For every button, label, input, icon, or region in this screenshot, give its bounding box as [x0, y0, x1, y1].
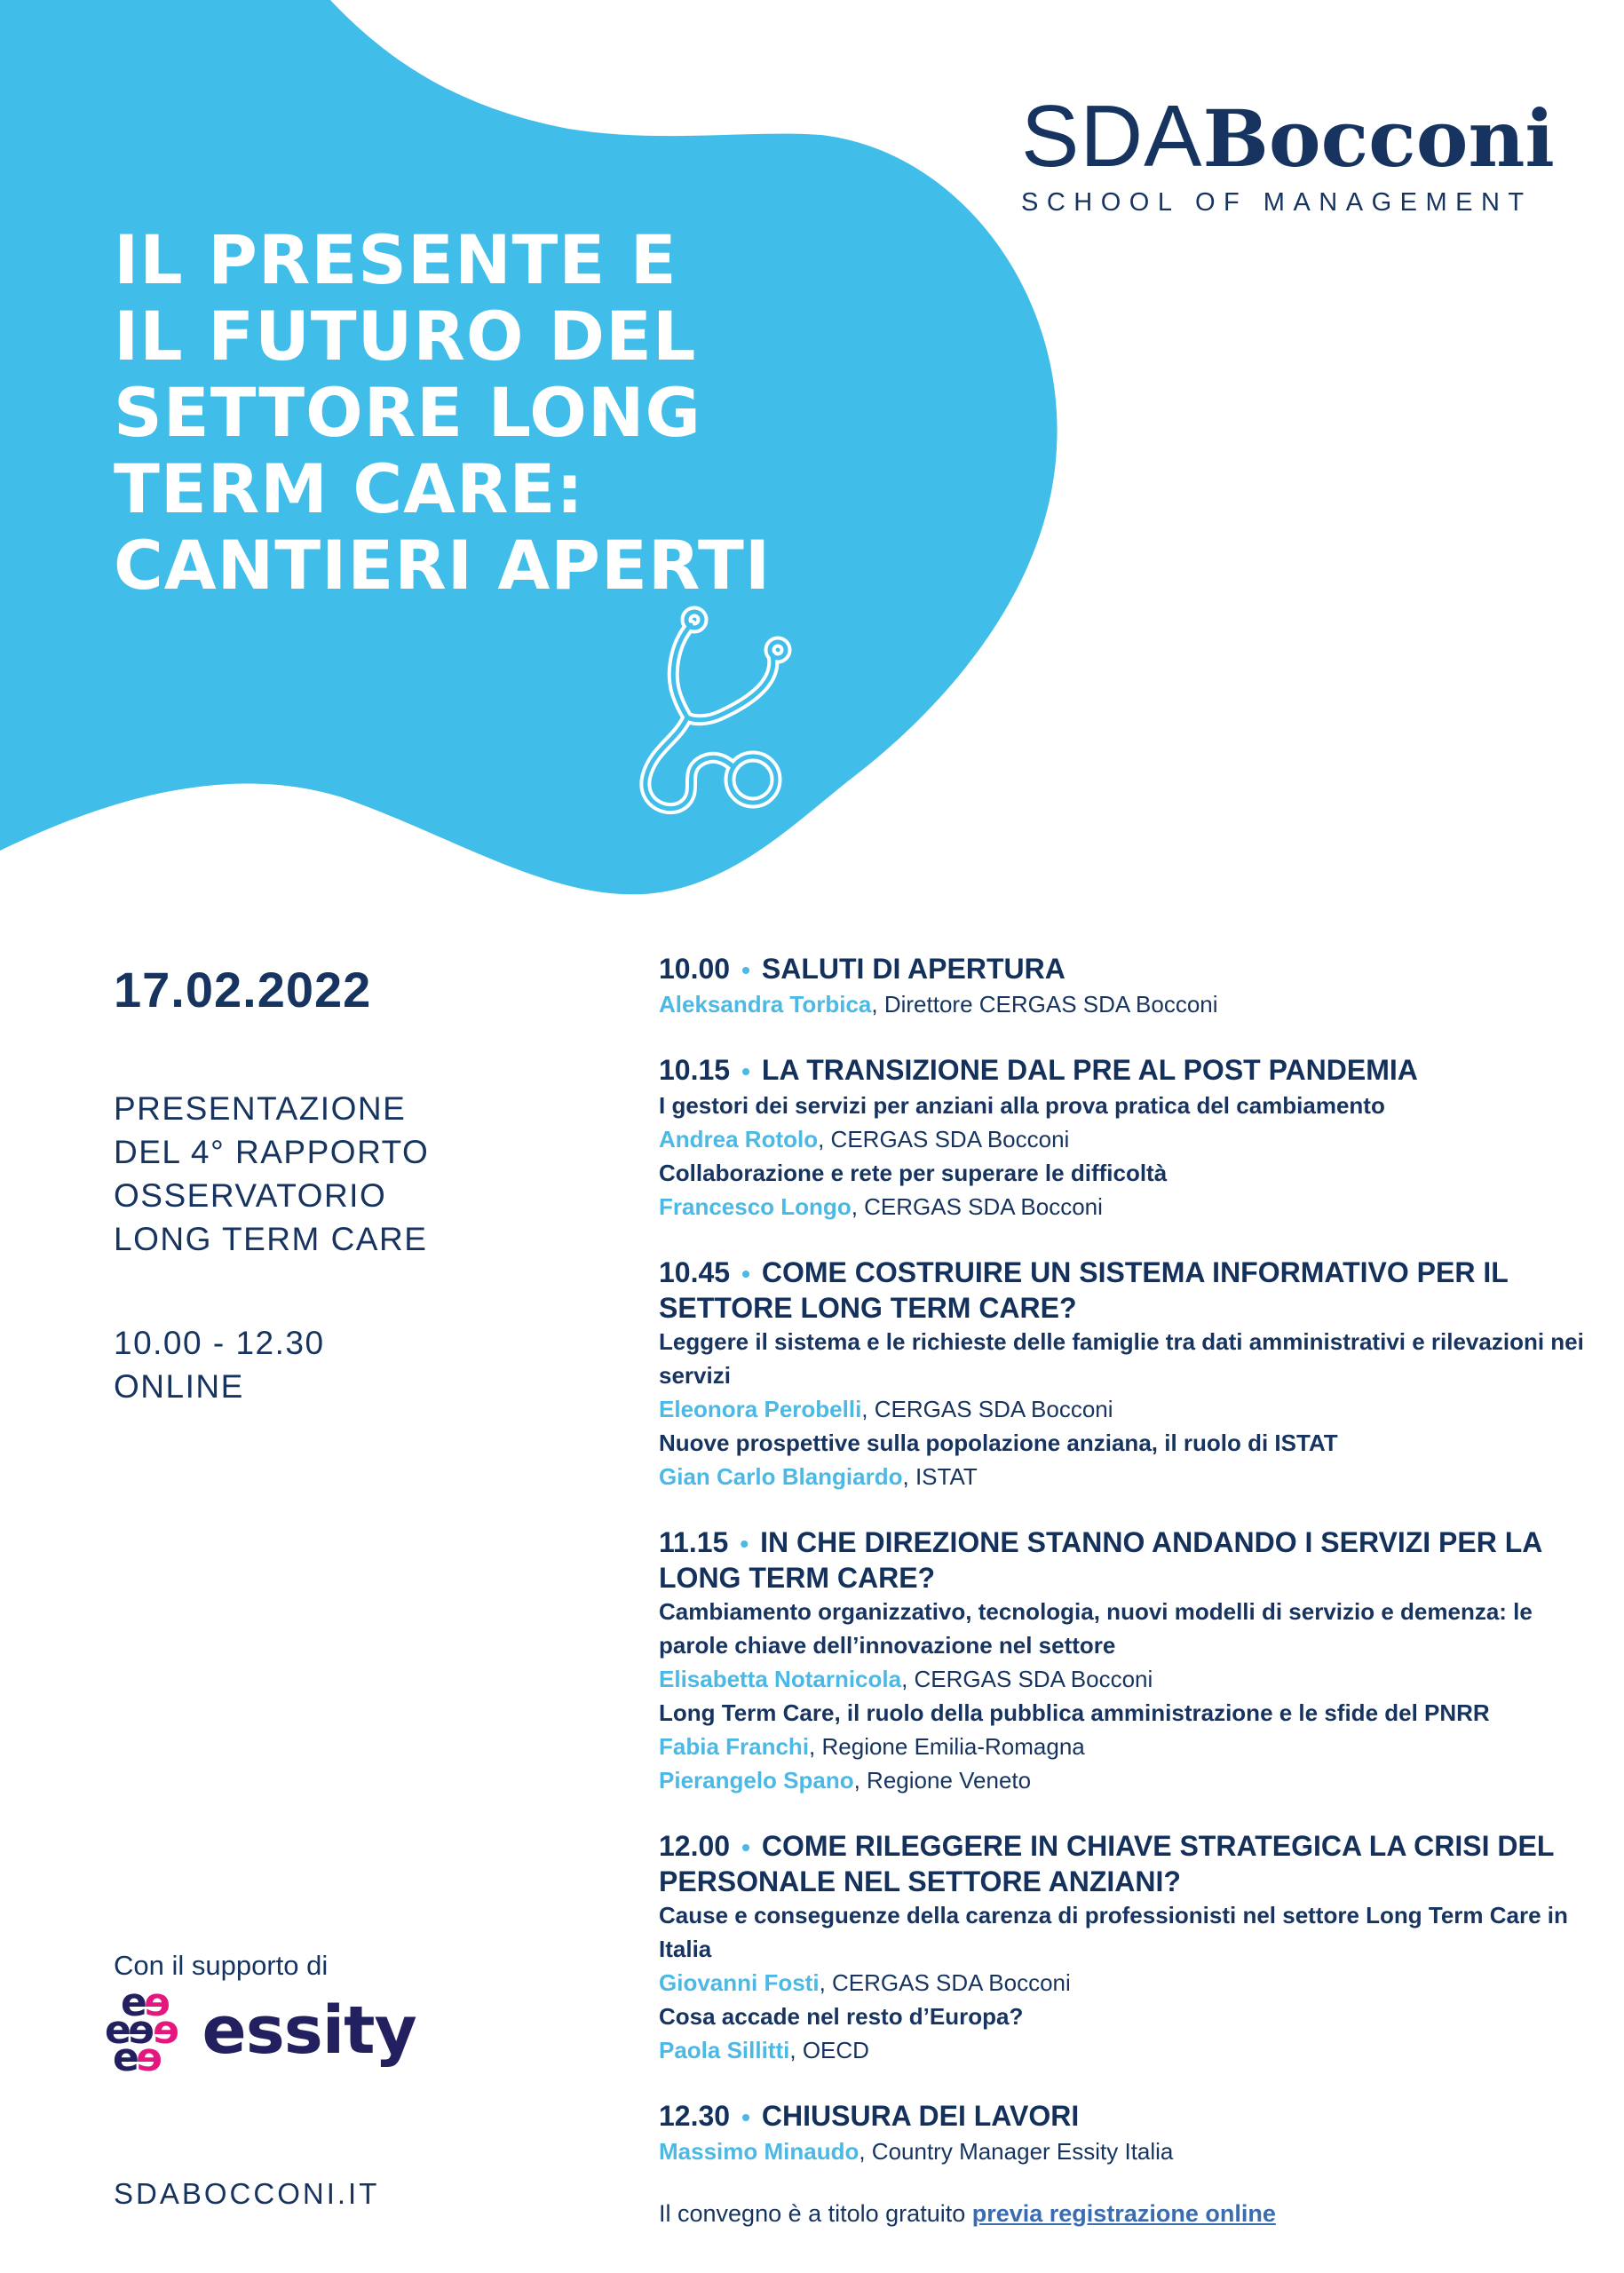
essity-leaf-navy-icon: e [121, 1980, 146, 2025]
speaker-name: Aleksandra Torbica [659, 991, 872, 1018]
agenda-title: CHIUSURA DEI LAVORI [761, 2100, 1080, 2132]
hero-title-line: TERM CARE: [114, 449, 584, 528]
logo-bocconi-text: Bocconi [1202, 92, 1555, 185]
speaker-role: , OECD [789, 2037, 869, 2063]
agenda-item [659, 1829, 1587, 2067]
speaker-role: , Regione Emilia-Romagna [809, 1733, 1085, 1760]
bullet-dot-icon: • [741, 956, 750, 984]
essity-leaf-pink-icon: e [145, 1980, 170, 2025]
agenda-title: IN CHE DIREZIONE STANNO ANDANDO I SERVIZI PER LA LONG TERM CARE? [659, 1526, 1542, 1594]
event-time-range: 10.00 - 12.30 [114, 1325, 325, 1361]
presentation-line: PRESENTAZIONE [114, 1090, 407, 1127]
presentation-line: LONG TERM CARE [114, 1221, 428, 1257]
registration-note-text: Il convegno è a titolo gratuito [659, 2200, 972, 2227]
agenda-time: 10.15 [659, 1054, 731, 1086]
agenda-topic: I gestori dei servizi per anziani alla prova pratica del cambiamento [659, 1092, 1385, 1119]
agenda-speaker [659, 1763, 1587, 1797]
essity-leaf-navy-icon: e [105, 2008, 130, 2053]
speaker-role: , CERGAS SDA Bocconi [861, 1396, 1113, 1422]
speaker-role: , CERGAS SDA Bocconi [818, 1126, 1070, 1152]
logo-sda-text: SDA [1021, 87, 1203, 185]
agenda-title: COME COSTRUIRE UN SISTEMA INFORMATIVO PER IL SETTORE LONG TERM CARE? [659, 1256, 1509, 1324]
essity-leaf-navy-icon: e [113, 2035, 138, 2080]
speaker-role: , CERGAS SDA Bocconi [819, 1969, 1071, 1996]
speaker-name: Massimo Minaudo [659, 2138, 860, 2165]
agenda-topic: Cause e conseguenze della carenza di professionisti nel settore Long Term Care in Italia [659, 1902, 1568, 1962]
agenda-time: 12.00 [659, 1830, 731, 1862]
agenda-time: 10.45 [659, 1256, 731, 1288]
agenda-item [659, 1525, 1587, 1797]
hero-title [114, 222, 771, 604]
agenda-speaker [659, 2033, 1587, 2067]
speaker-name: Gian Carlo Blangiardo [659, 1463, 903, 1490]
speaker-role: , Direttore CERGAS SDA Bocconi [871, 991, 1218, 1018]
agenda-topic: Cambiamento organizzativo, tecnologia, nuovi modelli di servizio e demenza: le parole chiave dell’innovazione nel settore [659, 1598, 1533, 1659]
essity-leaf-pink-icon: e [137, 2035, 162, 2080]
bullet-dot-icon: • [740, 1530, 749, 1557]
speaker-name: Giovanni Fosti [659, 1969, 820, 1996]
agenda-topic: Cosa accade nel resto d’Europa? [659, 2003, 1024, 2030]
agenda-topic: Long Term Care, il ruolo della pubblica amministrazione e le sfide del PNRR [659, 1699, 1490, 1726]
agenda-topic: Collaborazione e rete per superare le difficoltà [659, 1160, 1168, 1186]
logo-school-of-management: SCHOOL OF MANAGEMENT [1021, 188, 1533, 217]
speaker-name: Fabia Franchi [659, 1733, 810, 1760]
essity-wordmark: essity [202, 1992, 416, 2069]
agenda-speaker [659, 2134, 1587, 2168]
hero-title-line: SETTORE LONG [114, 373, 701, 452]
event-time-block [114, 1321, 325, 1408]
speaker-name: Elisabetta Notarnicola [659, 1666, 902, 1692]
agenda-speaker [659, 1122, 1587, 1156]
agenda-topic: Leggere il sistema e le richieste delle famiglie tra dati amministrativi e rilevazioni nei servizi [659, 1328, 1584, 1389]
essity-leaf-pink-icon: e [154, 2008, 179, 2053]
agenda-item-heading [659, 1255, 1587, 1325]
agenda-item [659, 1053, 1587, 1224]
agenda-speaker [659, 1662, 1587, 1696]
support-label: Con il supporto di [114, 1950, 329, 1981]
agenda-speaker [659, 1190, 1587, 1224]
presentation-subtitle [114, 1087, 429, 1261]
website-url: SDABOCCONI.IT [114, 2177, 380, 2210]
speaker-role: , Country Manager Essity Italia [859, 2138, 1174, 2165]
agenda-item [659, 2099, 1587, 2168]
agenda-item [659, 952, 1587, 1021]
agenda-time: 12.30 [659, 2100, 731, 2132]
presentation-line: DEL 4° RAPPORTO [114, 1134, 430, 1170]
speaker-role: , ISTAT [902, 1463, 978, 1490]
presentation-line: OSSERVATORIO [114, 1177, 387, 1214]
agenda-item-heading [659, 1829, 1587, 1898]
agenda-speaker [659, 1392, 1587, 1426]
agenda-list [659, 952, 1587, 2228]
agenda-title: COME RILEGGERE IN CHIAVE STRATEGICA LA CRISI DEL PERSONALE NEL SETTORE ANZIANI? [659, 1830, 1554, 1897]
agenda-time: 10.00 [659, 953, 731, 985]
speaker-role: , CERGAS SDA Bocconi [851, 1193, 1103, 1220]
agenda-item-heading [659, 2099, 1587, 2134]
hero-title-line: IL PRESENTE E [114, 220, 677, 299]
essity-leaf-navy-icon: e [129, 2008, 154, 2053]
sda-bocconi-logo [1021, 87, 1555, 218]
speaker-name: Paola Sillitti [659, 2037, 790, 2063]
speaker-name: Francesco Longo [659, 1193, 852, 1220]
essity-logo-mark [105, 1980, 179, 2080]
speaker-role: , CERGAS SDA Bocconi [901, 1666, 1153, 1692]
agenda-time: 11.15 [659, 1526, 729, 1558]
speaker-name: Eleonora Perobelli [659, 1396, 862, 1422]
event-mode: ONLINE [114, 1368, 244, 1405]
bullet-dot-icon: • [741, 1057, 750, 1085]
agenda-speaker [659, 987, 1587, 1021]
agenda-title: SALUTI DI APERTURA [761, 953, 1066, 985]
agenda-speaker [659, 1730, 1587, 1763]
event-date: 17.02.2022 [114, 962, 372, 1018]
agenda-title: LA TRANSIZIONE DAL PRE AL POST PANDEMIA [761, 1054, 1418, 1086]
bullet-dot-icon: • [741, 1260, 750, 1287]
registration-note [659, 2200, 1587, 2228]
agenda-speaker [659, 1460, 1587, 1493]
stethoscope-icon [632, 606, 810, 828]
agenda-speaker [659, 1966, 1587, 2000]
registration-link[interactable]: previa registrazione online [971, 2200, 1276, 2227]
agenda-item [659, 1255, 1587, 1493]
agenda-item-heading [659, 1053, 1587, 1089]
hero-title-line: IL FUTURO DEL [114, 297, 697, 376]
hero-title-line: CANTIERI APERTI [114, 526, 772, 605]
speaker-name: Andrea Rotolo [659, 1126, 819, 1152]
bullet-dot-icon: • [741, 2103, 750, 2131]
agenda-topic: Nuove prospettive sulla popolazione anziana, il ruolo di ISTAT [659, 1430, 1338, 1456]
sda-bocconi-wordmark [1021, 87, 1555, 185]
bullet-dot-icon: • [741, 1833, 750, 1861]
speaker-role: , Regione Veneto [853, 1767, 1032, 1794]
agenda-item-heading [659, 952, 1587, 987]
agenda-item-heading [659, 1525, 1587, 1595]
essity-logo [105, 1980, 416, 2080]
speaker-name: Pierangelo Spano [659, 1767, 854, 1794]
